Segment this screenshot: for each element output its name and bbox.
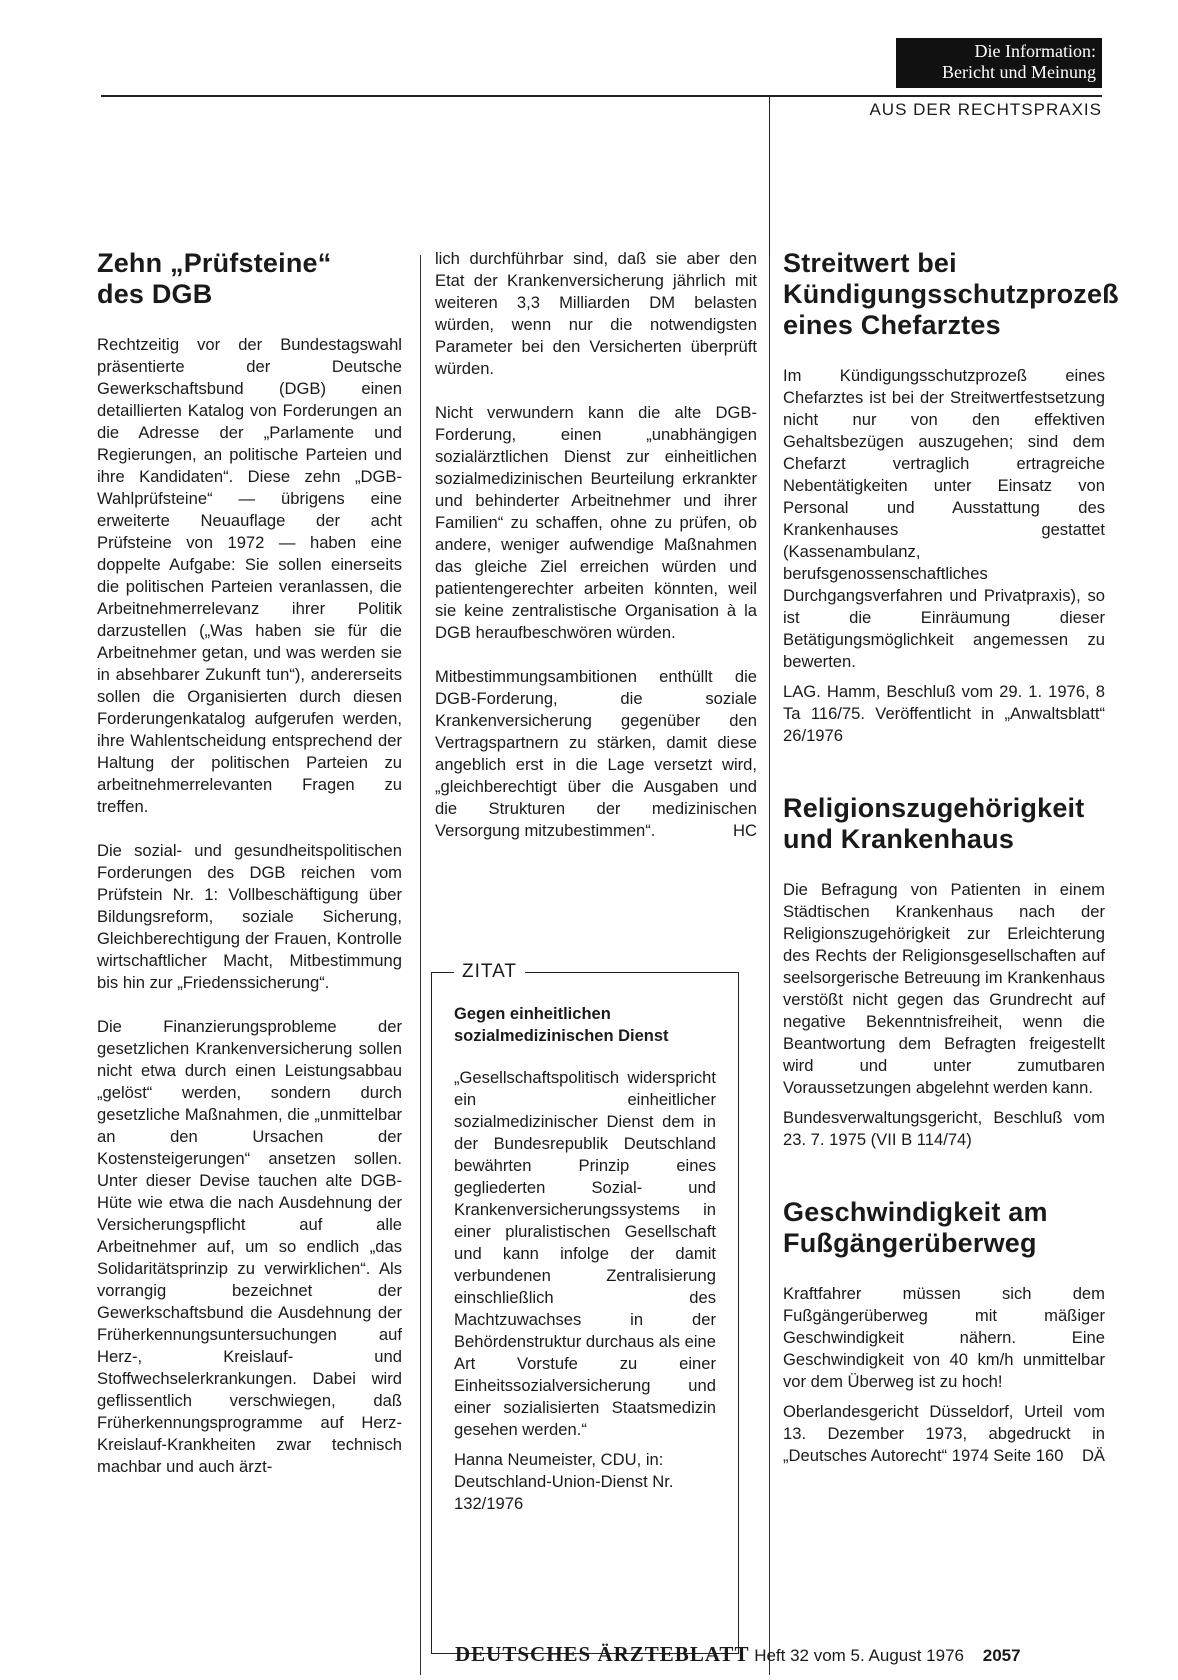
quote-text: „Gesellschaftspolitisch widerspricht ein einheitlicher sozialmedizinischer Dienst dem in der Bundesrepublik Deutschland bewährten Prinzip eines gegliederten Sozial- und Krankenversicherungssystems in einer pluralistischen Gesellschaft und kann infolge der damit verbundenen Zentralisierung einschließlich des Machtzuwachses in der Behördenstruktur durchaus als eine Art Vorstufe zu einer Einheitssozialversicherung und einer sozialisierten Staatsmedizin gesehen werden.“ (454, 1068, 716, 1439)
paragraph: Die Befragung von Patienten in einem Städtischen Krankenhaus nach der Religionszugehörigkeit zur Erleichterung des Rechts der Religionsgesellschaften auf seelsorgerische Betreuung im Krankenhaus verstößt nicht gegen das Grundrecht auf negative Bekenntnisfreiheit, wenn die Beantwortung dem Befragten freigestellt wird und unter zumutbaren Voraussetzungen abgelehnt werden kann. (783, 880, 1105, 1097)
quote-box-label: ZITAT (454, 961, 525, 983)
rubric-tag-line1: Die Information: (974, 41, 1096, 61)
article-title-religion: Religionszugehörigkeit und Krankenhaus (783, 793, 1085, 854)
paragraph: Im Kündigungsschutzprozeß eines Chefarztes ist bei der Streitwertfestsetzung nicht nur von den effektiven Gehaltsbezügen auszugehen; sind dem Chefarzt vertraglich ertragreiche Nebentätigkeiten unter Einsatz von Personal und Ausstattung des Krankenhauses gestattet (Kassenambulanz, berufsgenossenschaftliches Durchgangsverfahren und Privatpraxis), so ist die Einräumung dieser Betätigungsmöglichkeit angemessen zu bewerten. (783, 366, 1105, 671)
top-vertical-rule (769, 95, 770, 255)
author-signature: DÄ (1081, 1446, 1105, 1465)
quote-source: Hanna Neumeister, CDU, in: Deutschland-Union-Dienst Nr. 132/1976 (454, 1450, 674, 1513)
author-signature: HC (733, 821, 757, 840)
column-3 (783, 248, 1119, 1489)
rubric-tag-line2: Bericht und Meinung (942, 62, 1096, 82)
article-title-pruefsteine: Zehn „Prüfsteine“ des DGB (97, 248, 332, 309)
paragraph: Nicht verwundern kann die alte DGB-Forderung, einen „unabhängigen sozialärztlichen Dienst zur einheitlichen sozialmedizinischen Beurteilung erkrankter und behinderter Arbeitnehmer und ihrer Familien“ zu schaffen, ohne zu prüfen, ob andere, weniger aufwendige Maßnahmen das gleiche Ziel erreichen würden und patientengerechter arbeiten könnten, weil sie keine zentralistische Organisation à la DGB heraufbeschwören würden. (435, 403, 757, 642)
source-citation: Bundesverwaltungsgericht, Beschluß vom 23. 7. 1975 (VII B 114/74) (783, 1108, 1105, 1149)
section-heading: AUS DER RECHTSPRAXIS (869, 100, 1102, 119)
issue-info: Heft 32 vom 5. August 1976 (754, 1646, 964, 1665)
paragraph: Mitbestimmungsambitionen enthüllt die DGB-Forderung, die soziale Krankenversicherung gegenüber den Vertragspartnern zu stärken, damit diese angeblich erst in die Lage versetzt wird, „gleichberechtigt über die Ausgaben und die Strukturen der medizinischen Versorgung mitzubestimmen“. HC (435, 667, 757, 840)
quote-box (431, 961, 739, 1654)
paragraph: Kraftfahrer müssen sich dem Fußgängerüberweg mit mäßiger Geschwindigkeit nähern. Eine Geschwindigkeit von 40 km/h unmittelbar vor dem Überweg ist zu hoch! (783, 1284, 1105, 1391)
paragraph: Die sozial- und gesundheitspolitischen Forderungen des DGB reichen vom Prüfstein Nr. 1: Vollbeschäftigung über Bildungsreform, soziale Sicherung, Gleichberechtigung der Frauen, Kontrolle wirtschaftlicher Macht, Mitbestimmung bis hin zur „Friedenssicherung“. (97, 841, 402, 992)
magazine-name: DEUTSCHES ÄRZTEBLATT (455, 1642, 750, 1666)
source-citation: Oberlandesgericht Düsseldorf, Urteil vom 13. Dezember 1973, abgedruckt in „Deutsches Autorecht“ 1974 Seite 160 DÄ (783, 1402, 1105, 1465)
column-1 (97, 248, 402, 1500)
paragraph: Rechtzeitig vor der Bundestagswahl präsentierte der Deutsche Gewerkschaftsbund (DGB) einen detaillierten Katalog von Forderungen an die Adresse der „Parlamente und Regierungen, an politische Parteien und ihre Kandidaten“. Diese zehn „DGB-Wahlprüfsteine“ — übrigens eine erweiterte Neuauflage der acht Prüfsteine von 1972 — haben eine doppelte Aufgabe: Sie sollen einerseits die politischen Parteien veranlassen, die Arbeitnehmerrelevanz ihrer Politik darzustellen („Was haben sie für die Arbeitnehmer getan, und was werden sie in absehbarer Zukunft tun“), andererseits sollen die Organisierten durch diesen Forderungenkatalog aufgerufen werden, ihre Wahlentscheidung entsprechend der Haltung der politischen Parteien zu arbeitnehmerrelevanten Fragen zu treffen. (97, 335, 402, 816)
source-citation: LAG. Hamm, Beschluß vom 29. 1. 1976, 8 Ta 116/75. Veröffentlicht in „Anwaltsblatt“ 26/1976 (783, 682, 1105, 745)
page-number: 2057 (982, 1646, 1021, 1665)
rubric-tag (896, 38, 1102, 88)
column-divider-2 (769, 255, 770, 1675)
column-divider-1 (420, 255, 421, 1675)
column-2 (435, 248, 757, 864)
article-title-streitwert: Streitwert bei Kündigungsschutzprozeß eines Chefarztes (783, 248, 1119, 340)
paragraph: Die Finanzierungsprobleme der gesetzlichen Krankenversicherung sollen nicht etwa durch einen Leistungsabbau „gelöst“ werden, sondern durch gesetzliche Maßnahmen, die „unmittelbar an den Ursachen der Kostensteigerungen“ ansetzen sollen. Unter dieser Devise tauchen alte DGB-Hüte wie etwa die nach Ausdehnung der Versicherungspflicht auf alle Arbeitnehmer auf, um so endlich „das Solidaritätsprinzip zu verwirklichen“. Als vorrangig bezeichnet der Gewerkschaftsbund die Ausdehnung der Früherkennungsuntersuchungen auf Herz-, Kreislauf- und Stoffwechselerkrankungen. Dabei wird geflissentlich verschwiegen, daß Früherkennungsprogramme auf Herz-Kreislauf-Krankheiten zwar technisch machbar und auch ärzt- (97, 1017, 402, 1476)
top-rule (101, 95, 1102, 97)
article-title-geschwindigkeit: Geschwindigkeit am Fußgängerüberweg (783, 1197, 1048, 1258)
quote-title: Gegen einheitlichen sozialmedizinischen Dienst (454, 1005, 669, 1045)
paragraph: lich durchführbar sind, daß sie aber den Etat der Krankenversicherung jährlich mit weiteren 3,3 Milliarden DM belasten würden, wenn nur die notwendigsten Parameter bei den Versicherten überprüft würden. (435, 249, 757, 378)
page-footer (455, 1642, 1021, 1667)
